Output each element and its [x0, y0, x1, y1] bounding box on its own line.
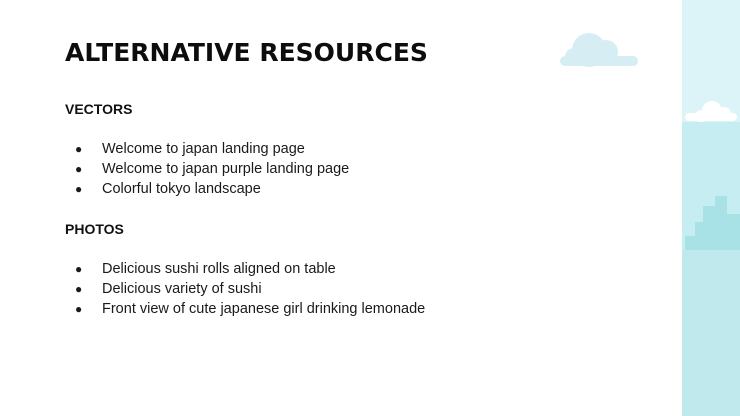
list-item-text: Delicious variety of sushi	[102, 281, 262, 297]
bullet-icon: ●	[75, 182, 83, 196]
section-heading-vectors: VECTORS	[65, 101, 133, 117]
list-item-text: Welcome to japan purple landing page	[102, 161, 350, 177]
list-item	[65, 139, 349, 159]
decorative-side-panel	[682, 0, 740, 416]
city-skyline-icon	[682, 0, 740, 416]
list-item	[65, 279, 425, 299]
list-item	[65, 159, 349, 179]
vectors-list	[65, 139, 349, 199]
list-item	[65, 179, 349, 199]
bullet-icon: ●	[75, 262, 83, 276]
list-item	[65, 299, 425, 319]
list-item-text: Welcome to japan landing page	[102, 141, 305, 157]
bullet-icon: ●	[75, 302, 83, 316]
slide-title: ALTERNATIVE RESOURCES	[65, 38, 428, 67]
cloud-icon	[556, 30, 642, 68]
bullet-icon: ●	[75, 282, 83, 296]
section-heading-photos: PHOTOS	[65, 221, 124, 237]
bullet-icon: ●	[75, 162, 83, 176]
list-item	[65, 259, 425, 279]
list-item-text: Front view of cute japanese girl drinking lemonade	[102, 301, 426, 317]
list-item-text: Colorful tokyo landscape	[102, 181, 261, 197]
bullet-icon: ●	[75, 142, 83, 156]
list-item-text: Delicious sushi rolls aligned on table	[102, 261, 336, 277]
small-cloud-icon	[685, 101, 737, 122]
photos-list	[65, 259, 425, 319]
